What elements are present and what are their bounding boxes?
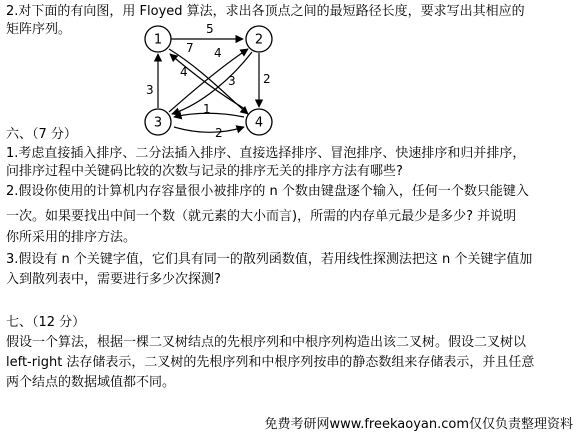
weight-label: 2 <box>215 126 223 140</box>
weight-label: 1 <box>203 102 211 116</box>
weight-label: 2 <box>263 72 271 86</box>
section-7-heading: 七、（12 分） <box>6 315 86 330</box>
section-6-heading: 六、（7 分） <box>6 127 77 142</box>
question-2-line-1: 2.对下面的有向图，用 Floyed 算法，求出各顶点之间的最短路径长度，要求写出其相应的 <box>6 4 525 19</box>
section-6-q3-line-1: 3.假设有 n 个关键字值，它们具有同一的散列函数值，若用线性探测法把这 n 个关键字值加 <box>6 252 533 267</box>
node-label: 2 <box>254 32 264 48</box>
section-7-line-2: left-right 法存储表示，二叉树的先根序列和中根序列按串的静态数组来存储表示，并且任意 <box>6 355 535 370</box>
section-6-q2-line-1: 2.假设你使用的计算机内存容量很小被排序的 n 个数由键盘逐个输入，任何一个数只能键入 <box>6 184 529 199</box>
edge-3-4 <box>174 127 244 132</box>
directed-graph <box>140 16 285 140</box>
footer-credit: 免费考研网www.freekaoyan.com仅仅负责整理资料 <box>264 417 573 432</box>
node-label: 4 <box>254 115 264 131</box>
question-2-line-2: 矩阵序列。 <box>6 22 72 37</box>
weight-label: 3 <box>228 74 236 88</box>
section-6-q1-line-1: 1.考虑直接插入排序、二分法插入排序、直接选择排序、冒泡排序、快速排序和归并排序， <box>6 146 526 161</box>
weight-label: 4 <box>180 65 188 79</box>
section-7-line-1: 假设一个算法，根据一棵二叉树结点的先根序列和中根序列构造出该二叉树。假设二叉树以 <box>6 335 527 350</box>
node-label: 1 <box>153 32 163 48</box>
section-6-q2-line-3: 你所采用的排序方法。 <box>6 230 137 245</box>
node-label: 3 <box>153 115 163 131</box>
weight-label: 4 <box>214 46 222 60</box>
section-7-line-3: 两个结点的数据域值都不同。 <box>6 375 176 390</box>
section-6-q1-line-2: 问排序过程中关键码比较的次数与记录的排序无关的排序方法有哪些? <box>6 164 403 179</box>
section-6-q2-line-2: 一次。如果要找出中间一个数（就元素的大小而言)，所需的内存单元最少是多少? 并说明 <box>6 209 517 224</box>
weight-label: 5 <box>206 22 214 36</box>
edge-2-3 <box>172 52 252 114</box>
weight-label: 3 <box>146 83 154 97</box>
section-6-q3-line-2: 入到散列表中，需要进行多少次探测? <box>6 272 221 287</box>
weight-label: 7 <box>186 41 194 55</box>
